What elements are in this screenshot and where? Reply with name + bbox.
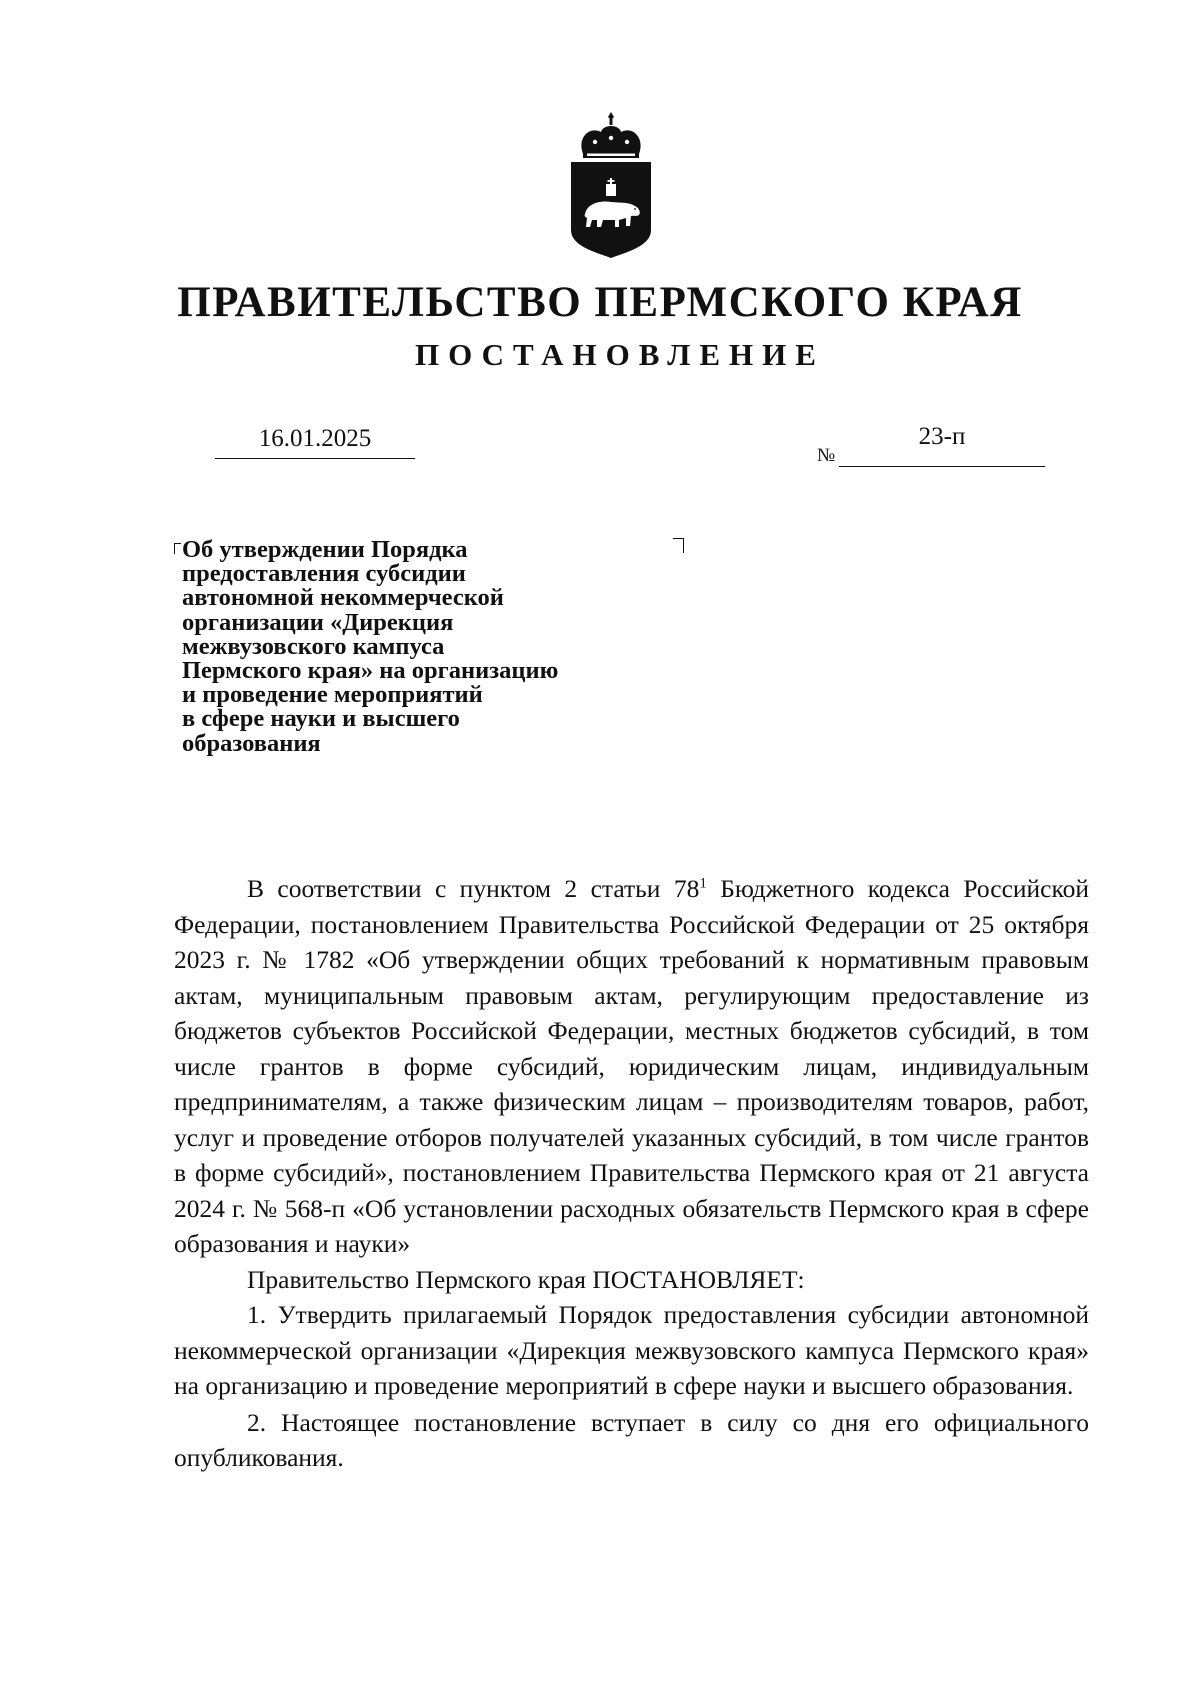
number-field <box>817 423 1045 469</box>
preamble-rest: Бюджетного кодекса Российской Федерации, постановлением Правительства Российской Федерации от 25 октября 2023 г. № 1782 «Об утверждении общих требований к нормативным правовым актам, муниципальным правовым актам, регулирующим предоставление из бюджетов субъектов Российской Федерации, местных бюджетов субсидий, в том числе грантов в форме субсидий, юридическим лицам, индивидуальным предпринимателям, а также физическим лицам – производителям товаров, работ, услуг и проведение отборов получателей указанных субсидий, в том числе грантов в форме субсидий», постановлением Правительства Пермского края от 21 августа 2024 г. № 568-п «Об установлении расходных обязательств Пермского края в сфере образования и науки» <box>174 874 1089 1258</box>
subject-line: организации «Дирекция <box>182 608 454 636</box>
subject-line: образования <box>182 729 321 757</box>
subject-bracket-left <box>174 543 181 554</box>
subject-line: и проведение мероприятий <box>182 681 483 709</box>
resolves-paragraph: Правительство Пермского края ПОСТАНОВЛЯЕТ: <box>247 1264 805 1294</box>
subject-line: Пермского края» на организацию <box>182 657 559 685</box>
document-type: ПОСТАНОВЛЕНИЕ <box>415 337 825 372</box>
subject-line: предоставления субсидии <box>182 560 466 588</box>
document-subject <box>182 538 642 756</box>
subject-line: в сфере науки и высшего <box>182 705 460 733</box>
number-sign: № <box>817 445 836 466</box>
subject-bracket-right <box>673 538 684 553</box>
subject-line: автономной некоммерческой <box>182 584 504 612</box>
item-1-paragraph: 1. Утвердить прилагаемый Порядок предоставления субсидии автономной некоммерческой организации «Дирекция межвузовского кампуса Пермского края» на организацию и проведение мероприятий в сфере науки и высшего образования. <box>174 1300 1089 1400</box>
date-underline <box>215 458 415 459</box>
subject-line: межвузовского кампуса <box>182 632 445 660</box>
government-title: ПРАВИТЕЛЬСТВО ПЕРМСКОГО КРАЯ <box>177 279 1023 326</box>
document-number: 23-п <box>918 423 966 450</box>
date-field <box>215 425 415 459</box>
article-superscript: 1 <box>699 875 707 892</box>
item-2-paragraph: 2. Настоящее постановление вступает в силу со дня его официального опубликования. <box>174 1407 1089 1472</box>
document-date: 16.01.2025 <box>258 425 372 452</box>
preamble-start: В соответствии с пунктом 2 статьи 78 <box>247 874 700 903</box>
preamble-paragraph <box>174 871 1089 1262</box>
number-underline <box>839 466 1045 467</box>
document-body <box>174 871 1089 1476</box>
perm-krai-coat-of-arms-icon <box>565 110 657 260</box>
subject-line: Об утверждении Порядка <box>182 536 468 563</box>
